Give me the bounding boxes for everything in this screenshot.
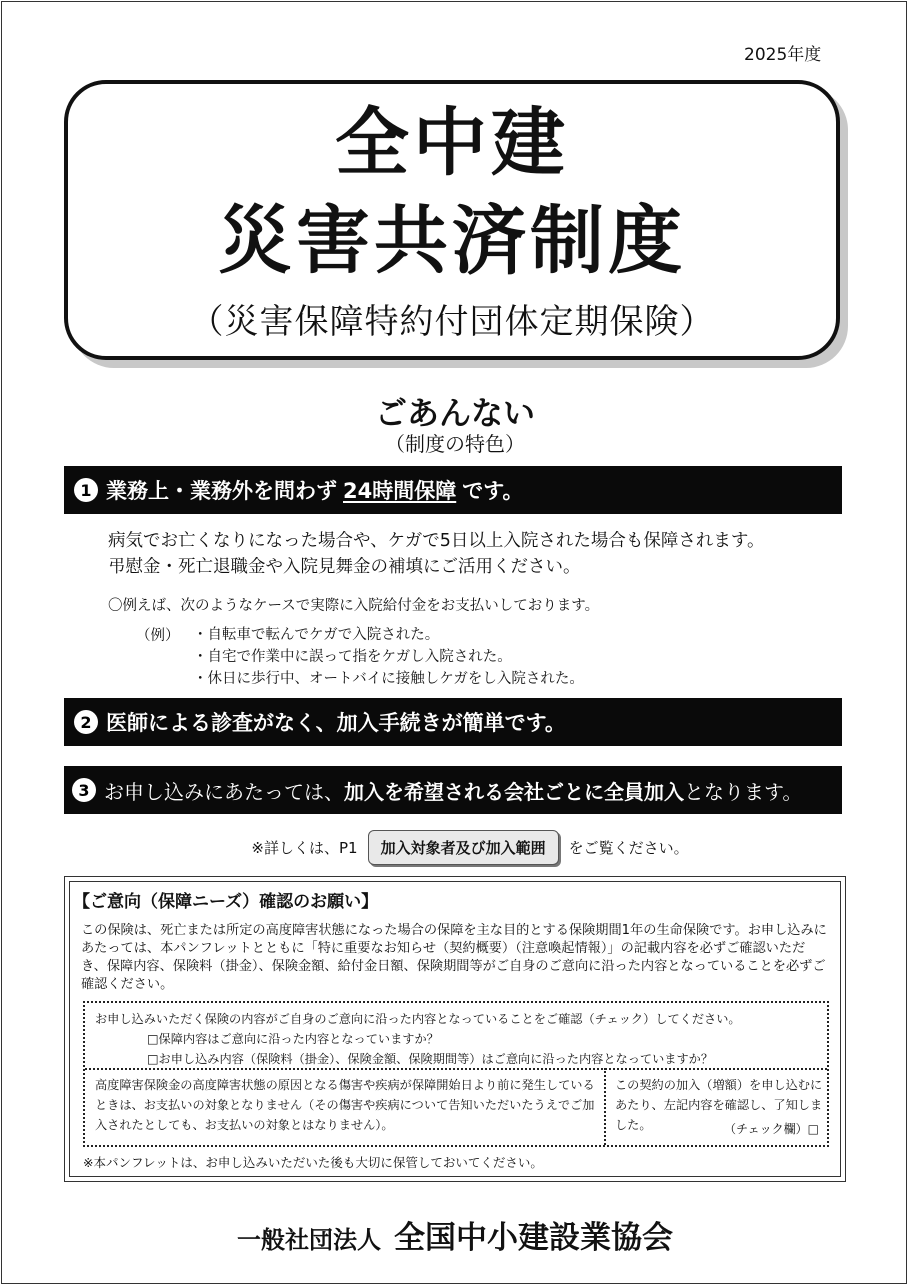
checklist-item-coverage[interactable]: □保障内容はご意向に沿った内容となっていますか？ bbox=[147, 1032, 439, 1046]
detail-suffix: をご覧ください。 bbox=[568, 839, 689, 857]
detail-reference bbox=[0, 830, 910, 865]
publisher-org-type: 一般社団法人 bbox=[236, 1226, 381, 1254]
checklist-top bbox=[95, 1009, 741, 1069]
checklist-divider-vertical bbox=[604, 1068, 606, 1145]
confirmation-title: 【ご意向（保障ニーズ）確認のお願い】 bbox=[73, 892, 379, 912]
example-item: ・自宅で作業中に誤って指をケガし入院された。 bbox=[193, 649, 512, 665]
checklist-divider-horizontal bbox=[85, 1068, 827, 1070]
checklist-intro: お申し込みいただく保険の内容がご自身のご意向に沿った内容となっていることをご確認（チェック）してください。 bbox=[95, 1012, 741, 1026]
confirmation-body: この保険は、死亡または所定の高度障害状態になった場合の保障を主な目的とする保険期間1年の生命保険です。お申し込みにあたっては、本パンフレットとともに「特に重要なお知らせ（契約概要）（注意喚起情報）」の記載内容を必ずご確認いただき、保障内容、保険料（掛金）、保険金額、給付金日額、保険期間等がご自身のご意向に沿った内容となっていることを必ずご確認ください。 bbox=[81, 923, 827, 992]
guide-subheading: （制度の特色） bbox=[385, 432, 525, 456]
section1-body bbox=[108, 528, 765, 580]
eligibility-button[interactable]: 加入対象者及び加入範囲 bbox=[368, 830, 559, 865]
detail-prefix: ※詳しくは、P1 bbox=[251, 839, 358, 857]
title-line3: （災害保障特約付団体定期保険） bbox=[189, 302, 715, 342]
publisher-org-name: 全国中小建設業協会 bbox=[394, 1220, 674, 1256]
fiscal-year: 2025年度 bbox=[744, 45, 822, 65]
section1-header bbox=[64, 466, 842, 514]
intent-confirmation-box bbox=[64, 876, 846, 1182]
section3-header bbox=[64, 766, 842, 814]
section3-number-icon: 3 bbox=[72, 778, 96, 802]
acknowledgement-checkbox[interactable]: （チェック欄）□ bbox=[724, 1122, 819, 1136]
example-label: （例） bbox=[136, 628, 180, 644]
section1-highlight: 24時間保障 bbox=[343, 479, 457, 503]
title-line2: 災害共済制度 bbox=[218, 198, 686, 284]
guide-heading: ごあんない bbox=[374, 394, 535, 432]
section1-suffix: です。 bbox=[462, 479, 524, 503]
title-box bbox=[64, 80, 840, 360]
example-item: ・自転車で転んでケガで入院された。 bbox=[193, 627, 440, 643]
section3-suffix: となります。 bbox=[684, 779, 803, 804]
example-item: ・休日に歩行中、オートバイに接触しケガをし入院された。 bbox=[193, 671, 584, 687]
example-list bbox=[193, 624, 584, 690]
section3-prefix: お申し込みにあたっては、 bbox=[104, 779, 344, 804]
keep-pamphlet-note: ※本パンフレットは、お申し込みいただいた後も大切に保管しておいてください。 bbox=[83, 1155, 543, 1170]
checklist-box bbox=[83, 1001, 829, 1147]
section1-number-icon: 1 bbox=[74, 478, 98, 502]
section2-text: 医師による診査がなく、加入手続きが簡単です。 bbox=[106, 711, 566, 735]
checklist-item-application[interactable]: □お申し込み内容（保険料（掛金）、保険金額、保険期間等）はご意向に沿った内容となっていますか？ bbox=[147, 1052, 714, 1066]
example-intro: 〇例えば、次のようなケースで実際に入院給付金をお支払いしております。 bbox=[108, 598, 600, 614]
disability-notice: 高度障害保険金の高度障害状態の原因となる傷害や疾病が保障開始日より前に発生しているときは、お支払いの対象となりません（その傷害や疾病について告知いただいたうえでご加入されたとしても、お支払いの対象とはなりません）。 bbox=[95, 1078, 595, 1132]
title-line1: 全中建 bbox=[335, 100, 569, 186]
section1-prefix: 業務上・業務外を問わず bbox=[106, 479, 337, 503]
section1-body-line1: 病気でお亡くなりになった場合や、ケガで5日以上入院された場合も保障されます。 bbox=[108, 531, 765, 551]
section3-highlight: 加入を希望される会社ごとに全員加入 bbox=[344, 779, 684, 804]
section1-body-line2: 弔慰金・死亡退職金や入院見舞金の補填にご活用ください。 bbox=[108, 557, 581, 577]
section2-number-icon: 2 bbox=[74, 710, 98, 734]
publisher bbox=[0, 1212, 910, 1257]
section2-header bbox=[64, 698, 842, 746]
acknowledgement-text: この契約の加入（増額）を申し込むにあたり、左記内容を確認し、了知しました。 bbox=[615, 1078, 823, 1132]
